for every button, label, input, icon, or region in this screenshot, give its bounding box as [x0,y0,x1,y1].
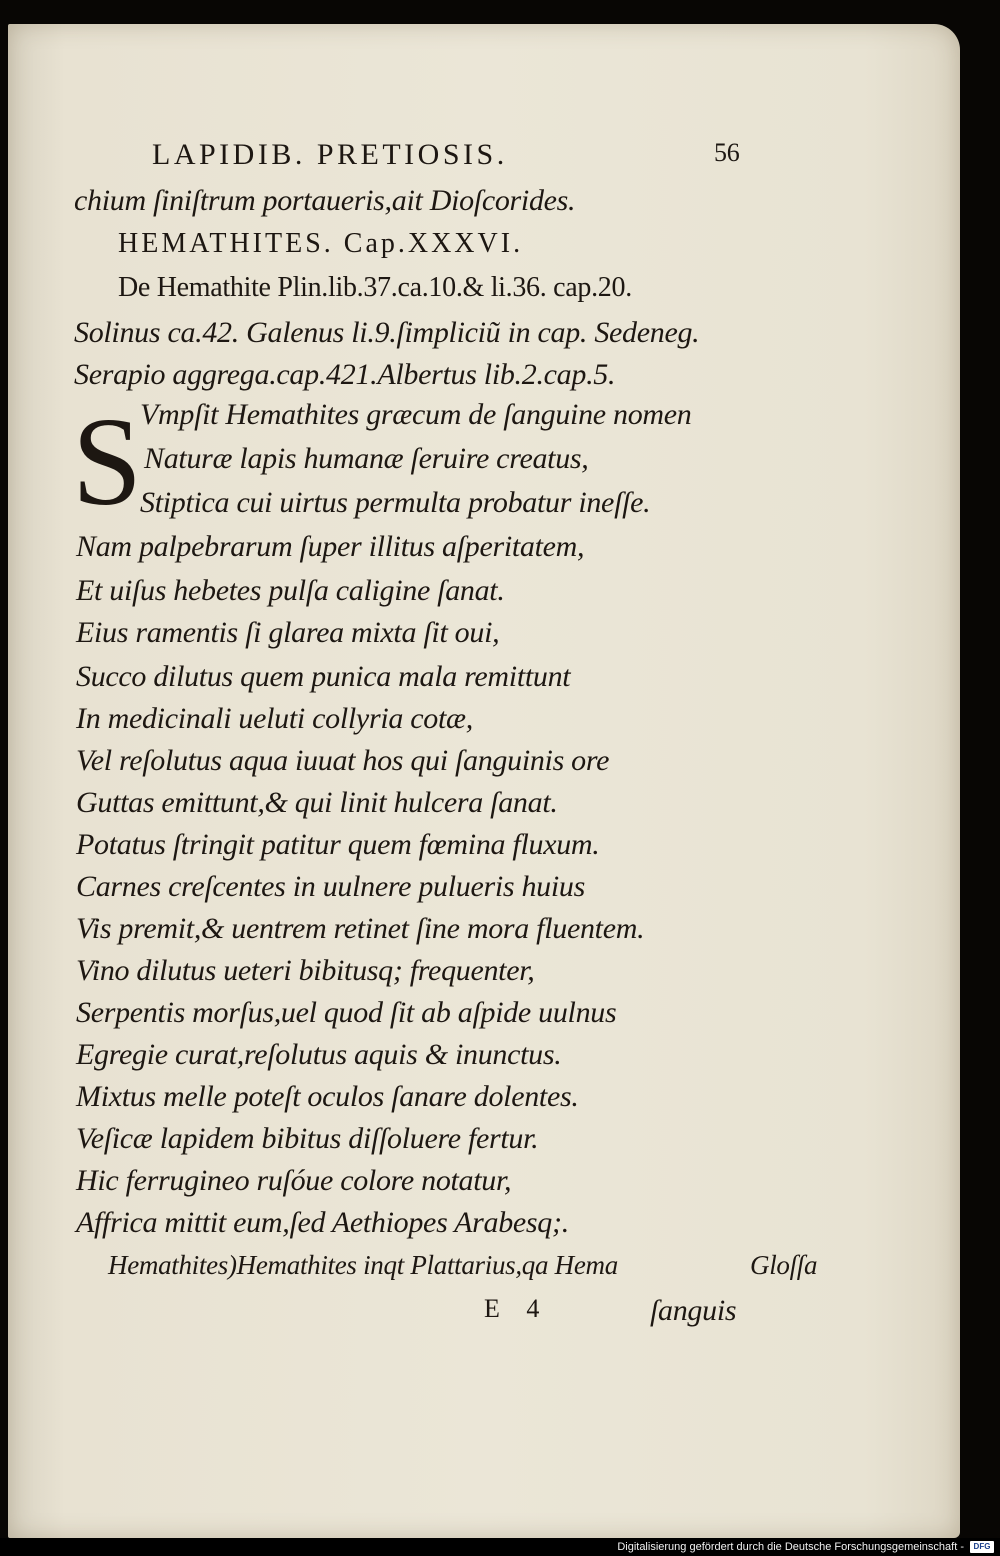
verse-line-11: Potatus ſtringit patitur quem fœmina fluxum. [76,828,600,861]
verse-line-1: Vmpſit Hemathites græcum de ſanguine nomen [140,398,692,431]
folio-number: 56 [714,138,740,167]
verse-line-9: Vel reſolutus aqua iuuat hos qui ſanguinis ore [76,744,610,777]
verse-line-7: Succo dilutus quem punica mala remittunt [76,660,571,693]
citation-line-3: Serapio aggrega.cap.421.Albertus lib.2.cap.5. [74,358,616,391]
verse-line-19: Hic ferrugineo ruſóue colore notatur, [76,1164,512,1197]
marginal-note: Gloſſa [750,1250,818,1280]
dfg-logo: DFG [970,1541,994,1553]
verse-line-8: In medicinali ueluti collyria cotæ, [76,702,473,735]
verse-line-10: Guttas emittunt,& qui linit hulcera ſanat. [76,786,558,819]
verse-line-14: Vino dilutus ueteri bibitusq; frequenter, [76,954,535,987]
catchword: ſanguis [650,1294,737,1327]
verse-line-12: Carnes creſcentes in uulnere pulueris huius [76,870,585,903]
footer-credit: Digitalisierung gefördert durch die Deutsche Forschungsgemeinschaft - [617,1541,964,1553]
chapter-heading: HEMATHITES. Cap.XXXVI. [118,228,524,259]
commentary-line: Hemathites)Hemathites inqt Plattarius,qa Hema [108,1250,618,1280]
verse-line-6: Eius ramentis ſi glarea mixta ſit oui, [76,616,500,649]
verse-line-18: Veſicæ lapidem bibitus diſſoluere fertur. [76,1122,539,1155]
verse-line-16: Egregie curat,reſolutus aquis & inunctus. [76,1038,562,1071]
verse-line-17: Mixtus melle poteſt oculos ſanare dolentes. [76,1080,579,1113]
text-line-1: chium ſiniſtrum portaueris,ait Dioſcorides. [74,184,576,217]
footer-bar [0,1538,1000,1556]
verse-line-3: Stiptica cui uirtus permulta probatur ineſſe. [140,486,651,519]
citation-line-2: Solinus ca.42. Galenus li.9.ſimpliciũ in cap. Sedeneg. [74,316,700,349]
running-title: LAPIDIB. PRETIOSIS. [152,138,508,171]
verse-line-2: Naturæ lapis humanæ ſeruire creatus, [144,442,589,475]
verse-line-13: Vis premit,& uentrem retinet ſine mora fluentem. [76,912,645,945]
verse-line-4: Nam palpebrarum ſuper illitus aſperitatem, [76,530,585,563]
citation-line-1: De Hemathite Plin.lib.37.ca.10.& li.36. cap.20. [118,272,632,303]
verse-line-5: Et uiſus hebetes pulſa caligine ſanat. [76,574,505,607]
drop-cap: S [72,393,143,532]
verse-line-20: Affrica mittit eum,ſed Aethiopes Arabesq;. [76,1206,569,1239]
signature-mark: E 4 [484,1294,550,1323]
verse-line-15: Serpentis morſus,uel quod ſit ab aſpide uulnus [76,996,617,1029]
